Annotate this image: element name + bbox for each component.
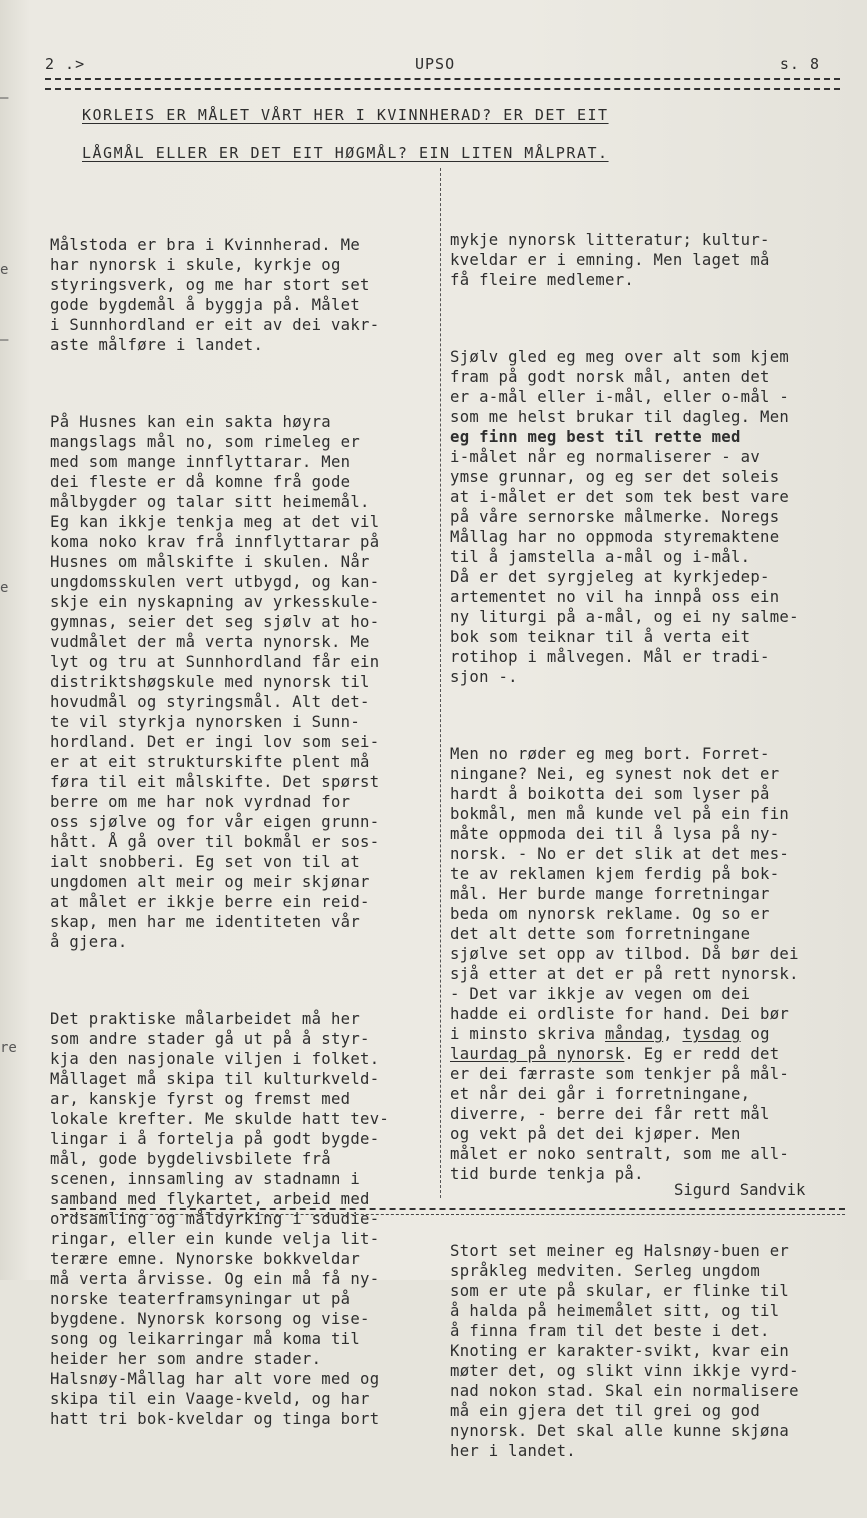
header-rule xyxy=(45,88,840,90)
paragraph: Det praktiske målarbeidet må her som andre stader gå ut på å styr- kja den nasjonale viljen i folket. Mållaget må skipa til kulturkveld- ar, kanskje fyrst og fremst med lokale krefter. Me skulde hatt tev- lingar i å fortelja på godt bygde- mål, gode bygdelivsbilete frå scenen, innsamling av stadnamn i samband med flykartet, arbeid med ordsamling og måldyrking i sdudie- ringar, eller ein kunde velja lit- terære emne. Nynorske bokkveldar må verta årvisse. Og ein må få ny- norske teaterframsyningar ut på bygdene. Nynorsk korsong og vise- song og leikarringar må koma til heider her som andre stader. Halsnøy-Mållag har alt vore med og skipa til ein Vaage-kveld, og har hatt tri bok-kveldar og tinga bort xyxy=(50,1010,390,1428)
left-column xyxy=(50,195,389,1486)
author-signature: Sigurd Sandvik xyxy=(674,1181,806,1199)
header-left-mark: 2 .> xyxy=(45,55,86,73)
right-column xyxy=(450,190,799,1518)
column-divider xyxy=(440,168,441,1198)
emphasized-text: eg finn meg best til rette med xyxy=(450,428,741,446)
paragraph: Målstoda er bra i Kvinnherad. Me har nynorsk i skule, kyrkje og styringsverk, og me har stort set gode bygdemål å byggja på. Målet i Sunnhordland er eit av dei vakr- aste målføre i landet. xyxy=(50,236,380,354)
footer-rule xyxy=(60,1214,845,1215)
underlined-word: tysdag xyxy=(682,1025,741,1043)
page-number: s. 8 xyxy=(779,55,820,73)
article-title-line-1: KORLEIS ER MÅLET VÅRT HER I KVINNHERAD? ER DET EIT xyxy=(82,106,609,124)
paragraph xyxy=(450,744,799,1184)
text-run: Men no røder eg meg bort. Forret- ningane? Nei, eg synest nok det er hardt å boikotta dei som lyser på bokmål, men må kunde vel på ein fin måte oppmoda dei til å lysa på ny- norsk. - No er det slik at det mes- te av reklamen kjem ferdig på bok- mål. Her burde mange forretningar beda om nynorsk reklame. Og so er det alt dette som forretningane sjølve set opp av tilbod. Då bør dei sjå etter at det er på rett nynorsk. - Det var ikkje av vegen om dei hadde ei ordliste for hand. Dei bør i minsto skriva xyxy=(450,745,799,1043)
underlined-word: laurdag på nynorsk xyxy=(450,1045,625,1063)
publication-name: UPSO xyxy=(415,55,456,73)
text-run: . Eg er redd det er dei færraste som tenkjer på mål- et når dei går i forretningane, diverre, - berre dei får rett mål og vekt på det dei kjøper. Men målet er noko sentralt, som me all- tid burde tenkja på. xyxy=(450,1045,790,1183)
text-run: og xyxy=(750,1025,770,1043)
margin-mark: e xyxy=(0,580,9,596)
margin-mark: e xyxy=(0,262,9,278)
article-title-line-2: LÅGMÅL ELLER ER DET EIT HØGMÅL? EIN LITEN MÅLPRAT. xyxy=(82,144,609,162)
paragraph: Stort set meiner eg Halsnøy-buen er språkleg medviten. Serleg ungdom som er ute på skular, er flinke til å halda på heimemålet sitt, og til å finna fram til det beste i det. Knoting er karakter-svikt, kvar ein møter det, og slikt vinn ikkje vyrd- nad nokon stad. Skal ein normalisere må ein gjera det til grei og god nynorsk. Det skal alle kunne skjøna her i landet. xyxy=(450,1242,799,1460)
paragraph: mykje nynorsk litteratur; kultur- kveldar er i emning. Men laget må få fleire medlemer. xyxy=(450,231,770,289)
underlined-word: måndag xyxy=(605,1025,664,1043)
text-run: Sjølv gled eg meg over alt som kjem fram på godt norsk mål, anten det er a-mål eller i-mål, eller o-mål - som me helst brukar til dagleg. Men xyxy=(450,348,790,426)
margin-mark: — xyxy=(0,90,9,106)
paragraph xyxy=(450,347,799,687)
footer-rule xyxy=(60,1208,845,1210)
margin-mark: re xyxy=(0,1040,17,1056)
margin-mark: — xyxy=(0,332,9,348)
header-rule xyxy=(45,78,840,80)
text-run: , xyxy=(663,1025,683,1043)
text-run: i-målet når eg normaliserer - av ymse grunnar, og eg ser det soleis at i-målet er det som tek best vare på våre sernorske målmerke. Noregs Mållag har no oppmoda styremaktene til å jamstella a-mål og i-mål. Då er det syrgjeleg at kyrkjedep- artementet no vil ha innpå oss ein ny liturgi på a-mål, og ei ny salme- bok som teiknar til å verta eit rotihop i målvegen. Mål er tradi- sjon -. xyxy=(450,448,799,686)
paragraph: På Husnes kan ein sakta høyra mangslags mål no, som rimeleg er med som mange innflyttarar. Men dei fleste er då komne frå gode målbygder og talar sitt heimemål. Eg kan ikkje tenkja meg at det vil koma noko krav frå innflyttarar på Husnes om målskifte i skulen. Når ungdomsskulen vert utbygd, og kan- skje ein nyskapning av yrkesskule- gymnas, seier det seg sjølv at ho- vudmålet der må verta nynorsk. Me lyt og tru at Sunnhordland får ein distriktshøgskule med nynorsk til hovudmål og styringsmål. Alt det- te vil styrkja nynorsken i Sunn- hordland. Det er ingi lov som sei- er at eit strukturskifte plent må føra til eit målskifte. Det spørst berre om me har nok vyrdnad for oss sjølve og for vår eigen grunn- hått. Å gå over til bokmål er sos- ialt snobberi. Eg set von til at ungdomen alt meir og meir skjønar at målet er ikkje berre ein reid- skap, men har me identiteten vår å gjera. xyxy=(50,413,380,951)
page-header xyxy=(45,55,840,77)
